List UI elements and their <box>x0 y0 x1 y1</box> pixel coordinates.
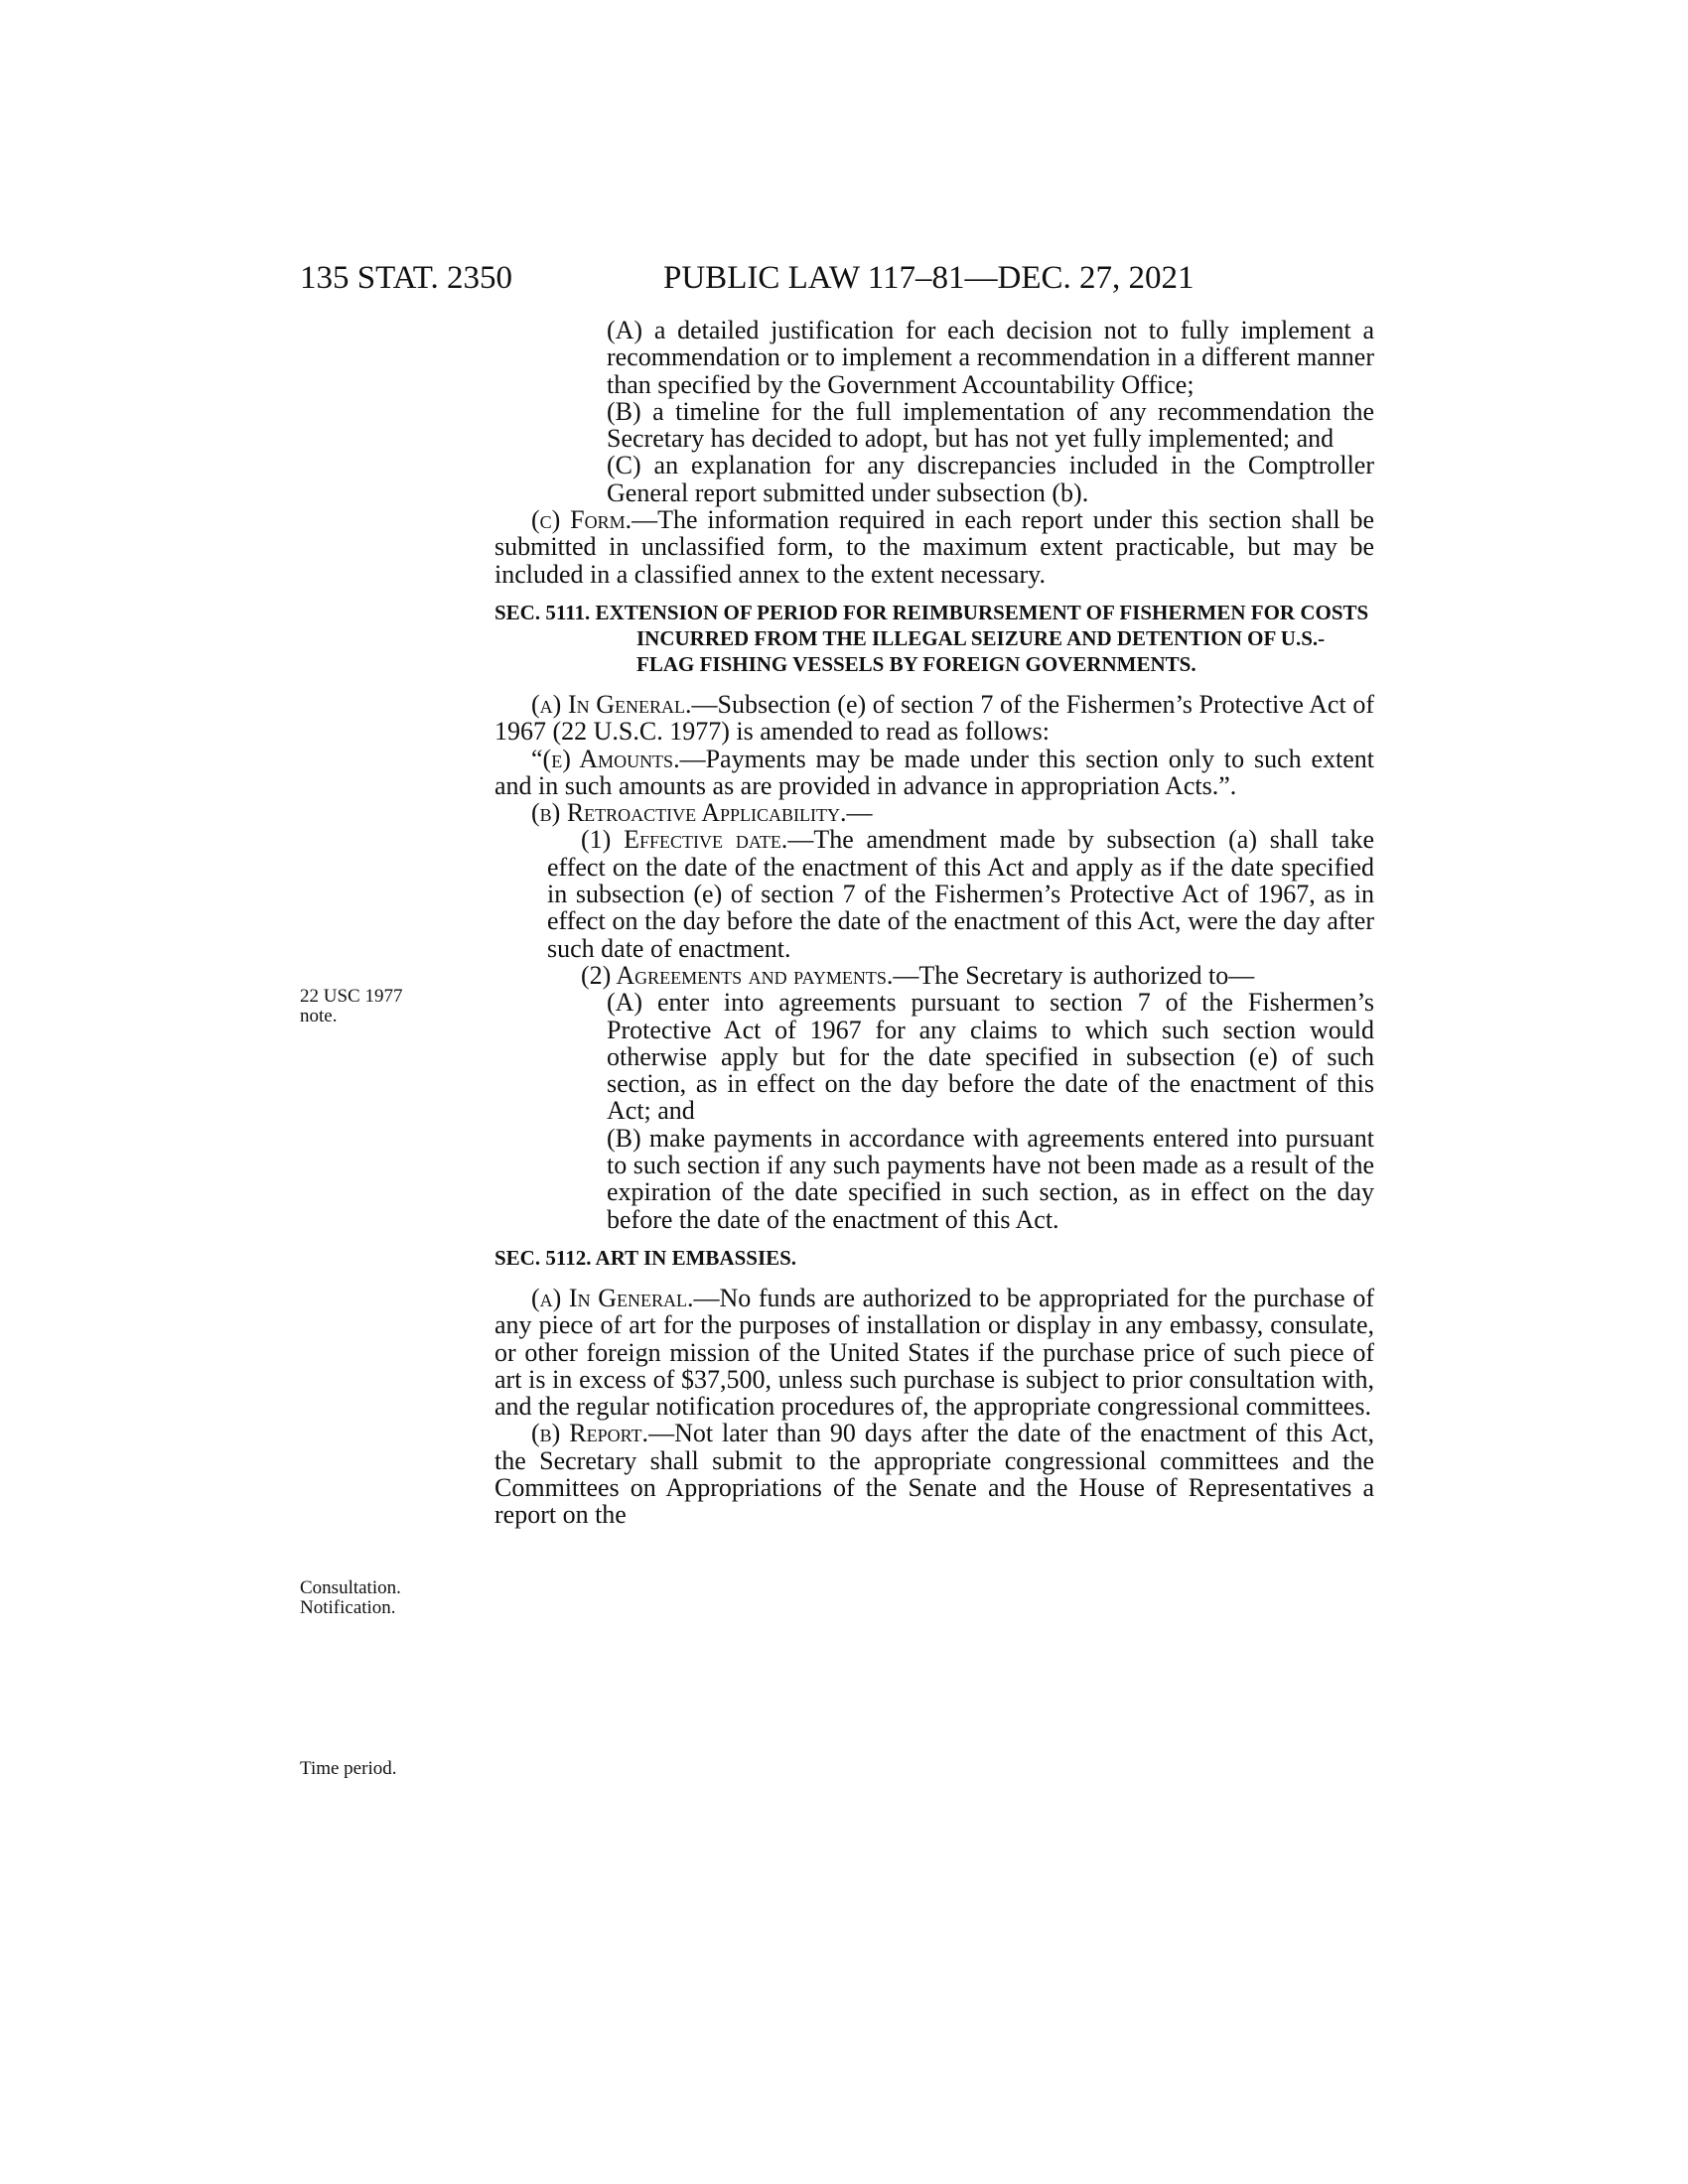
section-5112-b-text: —Not later than 90 days after the date of the enactment of this Act, the Secretary shall submit to the appropriate congressional committees and the Committees on Appropriations of the Senate and the House of Representatives a report on the <box>494 1419 1374 1530</box>
subsection-b-heading: (b) Retroactive Applicability. <box>531 798 847 828</box>
subparagraph-2B: (B) make payments in accordance with agreements entered into pursuant to such section if any such payments have not been made as a result of the expiration of the date specified in such section, as in effect on the day before the date of the enactment of this Act. <box>607 1123 1374 1234</box>
paragraph-C: (C) an explanation for any discrepancies included in the Comptroller General report submitted under subsection (b). <box>607 451 1374 507</box>
subsection-e-heading: “(e) Amounts. <box>531 744 680 773</box>
section-5112-subsection-a <box>494 1285 1374 1420</box>
subsection-a-text: —Subsection (e) of section 7 of the Fishermen’s Protective Act of 1967 (22 U.S.C. 1977) is amended to read as follows: <box>494 689 1374 747</box>
paragraph-2-text: —The Secretary is authorized to— <box>893 960 1255 990</box>
margin-note-consultation-line2: Notification. <box>300 1597 396 1618</box>
paragraph-A: (A) a detailed justification for each decision not to fully implement a recommendation or to implement a recommendation in a different manner than specified by the Government Accountability Office; <box>607 316 1374 399</box>
margin-note-usc-line1: 22 USC 1977 <box>300 986 403 1007</box>
section-5112-a-heading: (a) In General. <box>531 1283 694 1312</box>
paragraph-B: (B) a timeline for the full implementation of any recommendation the Secretary has decided to adopt, but has not yet fully implemented; and <box>607 396 1374 454</box>
subsection-c-text: —The information required in each report under this section shall be submitted in unclassified form, to the maximum extent practicable, but may be included in a classified annex to the extent necessary. <box>494 505 1374 589</box>
subsection-a-heading: (a) In General. <box>531 689 692 719</box>
paragraph-1 <box>547 826 1374 961</box>
section-5112-a-text: —No funds are authorized to be appropriated for the purchase of any piece of art for the purposes of installation or display in any embassy, consulate, or other foreign mission of the United States if the purchase price of such piece of art is in excess of $37,500, unless such purchase is subject to prior consultation with, and the regular notification procedures of, the appropriate congressional committees. <box>494 1283 1374 1422</box>
margin-note-consultation-line1: Consultation. <box>300 1577 401 1598</box>
subsection-b <box>494 799 1374 826</box>
section-5112-subsection-b <box>494 1420 1374 1528</box>
subsection-e-text: —Payments may be made under this section only to such extent and in such amounts as are provided in advance in appropriation Acts.”. <box>494 744 1374 800</box>
margin-note-consultation <box>300 1578 401 1618</box>
subsection-b-text: — <box>846 798 873 828</box>
stat-page-number: 135 STAT. 2350 <box>300 260 513 296</box>
paragraph-1-heading: (1) Effective date. <box>581 825 788 855</box>
section-5111-heading: SEC. 5111. EXTENSION OF PERIOD FOR REIMBURSEMENT OF FISHERMEN FOR COSTS INCURRED FROM THE ILLEGAL SEIZURE AND DETENTION OF U.S.-FLAG FISHING VESSELS BY FOREIGN GOVERNMENTS. <box>494 600 1369 676</box>
paragraph-2 <box>547 962 1374 989</box>
section-5112-heading: SEC. 5112. ART IN EMBASSIES. <box>494 1245 797 1270</box>
margin-note-usc <box>300 987 402 1026</box>
statute-body <box>494 317 1374 1529</box>
margin-note-time-period: Time period. <box>300 1758 397 1779</box>
subparagraph-2A: (A) enter into agreements pursuant to section 7 of the Fishermen’s Protective Act of 1967 for any claims to which such section would otherwise apply but for the date specified in subsection (e) of such section, as in effect on the day before the date of the enactment of this Act; and <box>607 988 1374 1126</box>
subsection-c <box>494 506 1374 588</box>
paragraph-1-text: —The amendment made by subsection (a) shall take effect on the date of the enactment of this Act and apply as if the date specified in subsection (e) of section 7 of the Fishermen’s Protective Act of 1967, as in effect on the day before the date of the enactment of this Act, were the day after such date of enactment. <box>547 825 1374 963</box>
subsection-c-heading: (c) Form. <box>531 505 633 535</box>
margin-note-usc-line2: note. <box>300 1006 338 1026</box>
section-5112-b-heading: (b) Report. <box>531 1419 649 1448</box>
running-head: PUBLIC LAW 117–81—DEC. 27, 2021 <box>663 260 1195 296</box>
subsection-e-quote <box>494 746 1374 800</box>
subsection-a <box>494 691 1374 746</box>
paragraph-2-heading: (2) Agreements and payments. <box>581 960 894 990</box>
